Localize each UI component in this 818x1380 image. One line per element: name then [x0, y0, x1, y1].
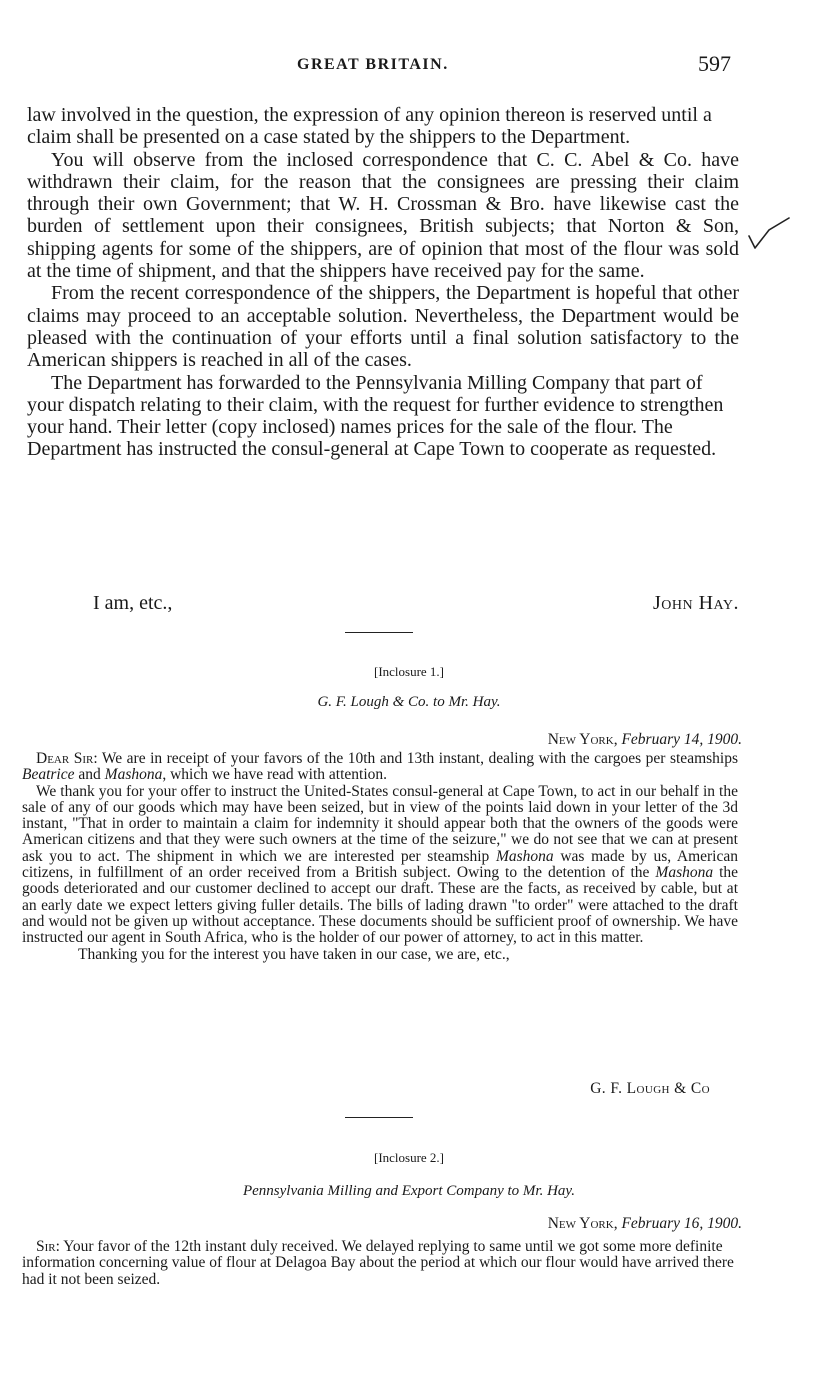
ship-name: Mashona [655, 864, 714, 882]
inclosure-2-label: [Inclosure 2.] [373, 1150, 445, 1165]
running-head [0, 51, 818, 80]
closing-phrase: I am, etc., [93, 592, 173, 614]
dateline-place: New York, [547, 731, 618, 748]
inclosure-1-dateline [548, 731, 742, 749]
dateline-date: February 14, 1900. [621, 731, 742, 748]
ship-name: Mashona [104, 766, 163, 784]
inclosure-2-paragraph-1: Sir: Your favor of the 12th instant duly received. We delayed replying to same until we got some more definite information concerning value of flour at Delagoa Bay about the period at which our flour would have arrived there had it not been seized. [22, 1238, 734, 1288]
dateline-place: New York, [547, 1215, 618, 1232]
inclosure-1-paragraph-2: We thank you for your offer to instruct the United-States consul-general at Cape Town, to act in our behalf in the sale of any of our goods which may have been seized, but in view of the points laid down in your letter of the 3d instant, "That in order to maintain a claim for indemnity it should appear both that the owners of the goods were American citizens and that they were such owners at the time of the seizure," we do not see that we can at present ask you to act. The shipment in which we are interested per steamship Mashona was made by us, American citizens, in fulfillment of an order received from a British subject. Owing to the detention of the Mashona the goods deteriorated and our customer declined to accept our draft. These are the facts, as received by cable, but at an early date we expect letters giving fuller details. The bills of lading drawn "to order" were attached to the draft and would not be given up without acceptance. These documents should be sufficient proof of ownership. We have instructed our agent in South Africa, who is the holder of our power of attorney, to act in this matter. [22, 782, 739, 947]
inclosure-2-body [22, 1239, 738, 1288]
inclosure-1-label: [Inclosure 1.] [373, 664, 445, 679]
salutation: Dear Sir: [36, 750, 98, 767]
ship-name: Beatrice [22, 766, 75, 784]
inclosure-2-heading: Pennsylvania Milling and Export Company to Mr. Hay. [242, 1183, 576, 1199]
inclosure-2-dateline [548, 1215, 742, 1233]
inclosure-1-body [22, 751, 738, 963]
paragraph-3: From the recent correspondence of the shippers, the Department is hopeful that other claims may proceed to an acceptable solution. Nevertheless, the Department would be pleased with the continuation of your efforts until a final solution satisfactory to the American shippers is reached in all of the cases. [27, 282, 739, 372]
divider-rule [345, 1117, 413, 1118]
ship-name: Mashona [495, 847, 554, 865]
paragraph-4: The Department has forwarded to the Pennsylvania Milling Company that part of your dispatch relating to their claim, with the request for further evidence to strengthen your hand. Their letter (copy inclosed) names prices for the sale of the flour. The Department has instructed the consul-general at Cape Town to cooperate as requested. [27, 371, 724, 461]
paragraph-2: You will observe from the inclosed correspondence that C. C. Abel & Co. have withdrawn their claim, for the reason that the consignees are pressing their claim through their own Government; that W. H. Crossman & Bro. have likewise cast the burden of settlement upon their consignees, British subjects; that Norton & Son, shipping agents for some of the shippers, are of opinion that most of the flour was sold at the time of shipment, and that the shippers have received pay for the same. [27, 148, 739, 283]
inclosure-1-heading: G. F. Lough & Co. to Mr. Hay. [317, 694, 501, 710]
inclosure-1-paragraph-1: Dear Sir: We are in receipt of your favors of the 10th and 13th instant, dealing with the cargoes per steamships Beatrice and Mashona, which we have read with attention. [22, 750, 738, 784]
inclosure-1-paragraph-3: Thanking you for the interest you have taken in our case, we are, etc., [78, 945, 510, 963]
salutation: Sir: [36, 1238, 60, 1255]
main-letter-body [27, 104, 739, 461]
running-title: GREAT BRITAIN. [297, 56, 449, 73]
page-number: 597 [698, 51, 731, 76]
paragraph-1: law involved in the question, the expression of any opinion thereon is reserved until a claim shall be presented on a case stated by the shippers to the Department. [27, 104, 712, 149]
divider-rule [345, 632, 413, 633]
dateline-date: February 16, 1900. [621, 1215, 742, 1232]
handwritten-check-mark-icon [745, 214, 795, 254]
signature-john-hay: John Hay. [653, 592, 739, 614]
signature-lough: G. F. Lough & Co [590, 1080, 710, 1097]
